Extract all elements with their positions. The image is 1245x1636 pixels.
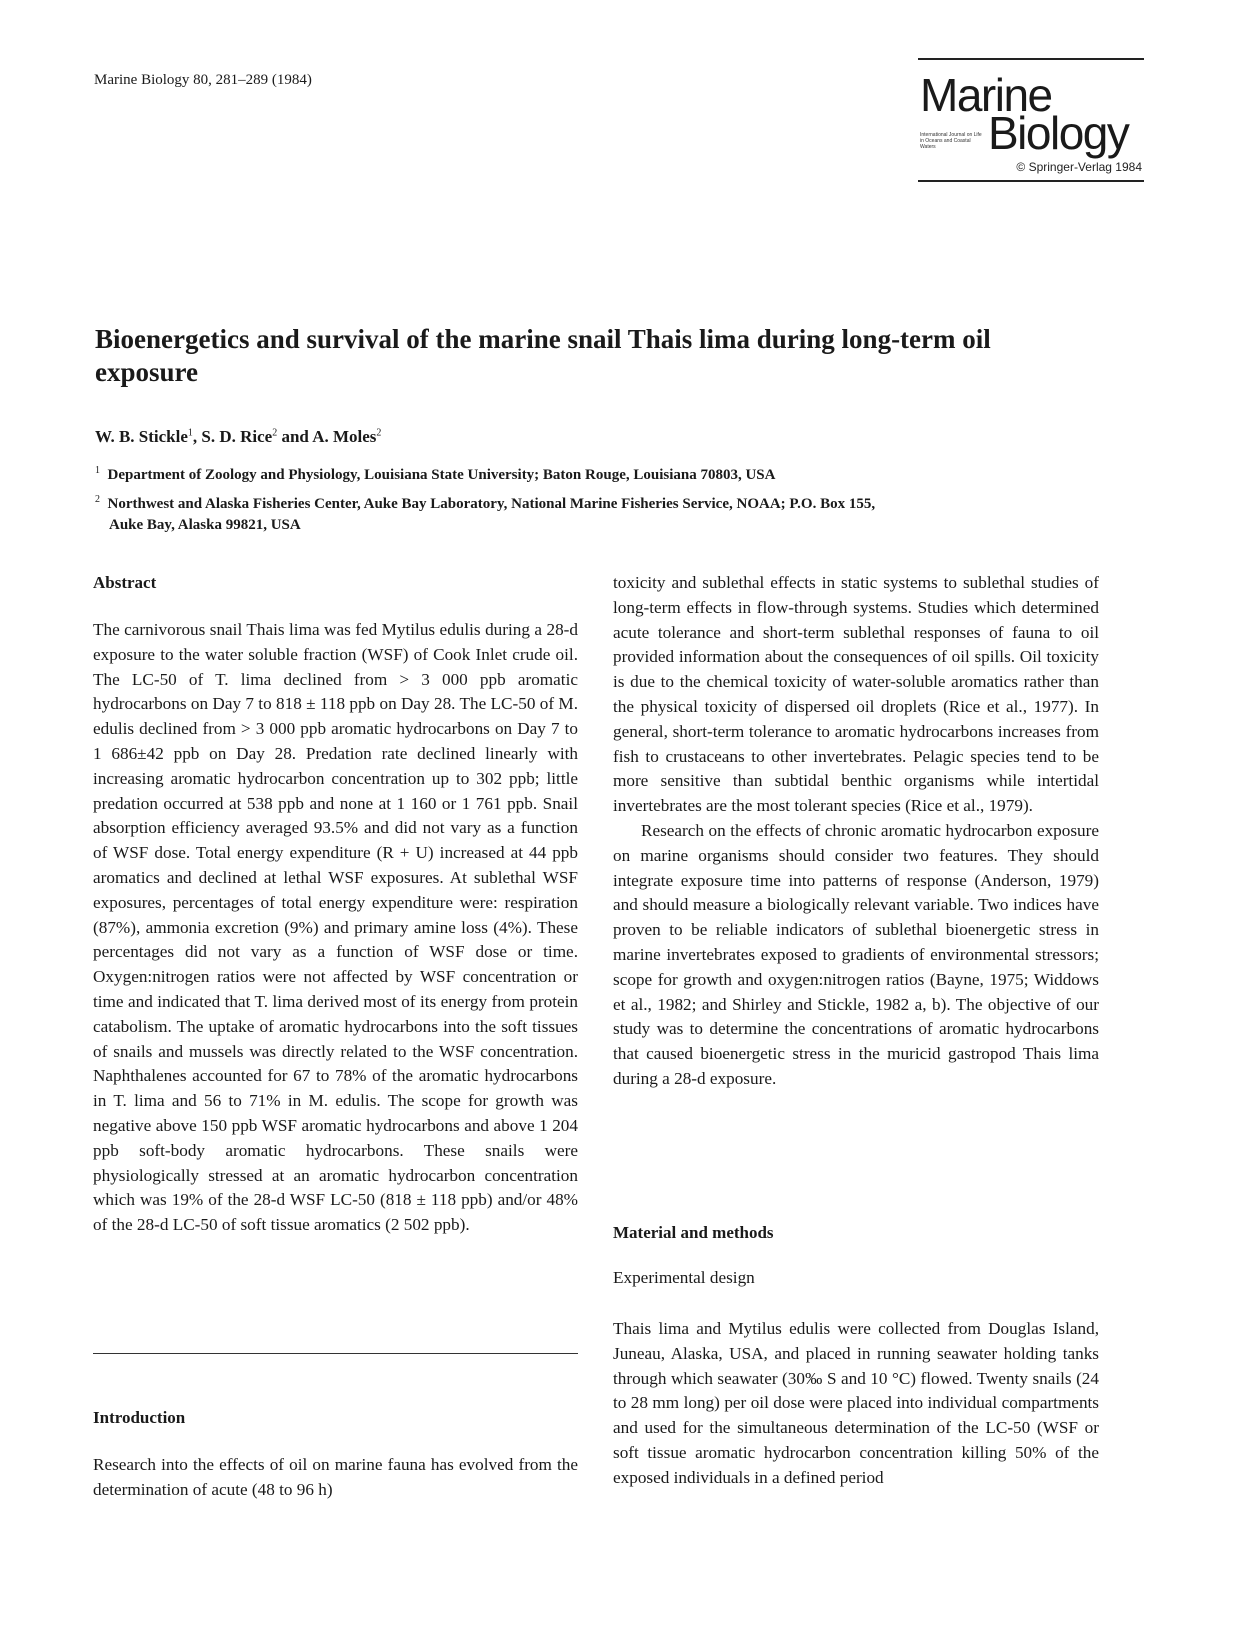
author-separator: and — [277, 427, 313, 446]
abstract-text: The carnivorous snail Thais lima was fed Mytilus edulis during a 28-d exposure to the water soluble fraction (WSF) of Cook Inlet crude oil. The LC-50 of T. lima declined from > 3 000 ppb aromatic hydrocarbons on Day 7 to 818 ± 118 ppb on Day 28. The LC-50 of M. edulis declined from > 3 000 ppb aromatic hydrocarbons on Day 7 to 1 686±42 ppb on Day 28. Predation rate declined linearly with increasing aromatic hydrocarbon concentration up to 302 ppb; little predation occurred at 538 ppb and none at 1 160 or 1 761 ppb. Snail absorption efficiency averaged 93.5% and did not vary as a function of WSF dose. Total energy expenditure (R + U) increased at 44 ppb aromatics and declined at lethal WSF exposures. At sublethal WSF exposures, percentages of total energy expenditure were: respiration (87%), ammonia excretion (9%) and primary amine loss (4%). These percentages did not vary as a function of WSF dose or time. Oxygen:nitrogen ratios were not affected by WSF concentration or time and indicated that T. lima derived most of its energy from protein catabolism. The uptake of aromatic hydrocarbons into the soft tissues of snails and mussels was directly related to the WSF concentration. Naphthalenes accounted for 67 to 78% of the aromatic hydrocarbons in T. lima and 56 to 71% in M. edulis. The scope for growth was negative above 150 ppb WSF aromatic hydrocarbons and above 1 204 ppb soft-body aromatic hydrocarbons. These snails were physiologically stressed at an aromatic hydrocarbon concentration which was 19% of the 28-d WSF LC-50 (818 ± 118 ppb) and/or 48% of the 28-d LC-50 of soft tissue aromatics (2 502 ppb). — [93, 620, 578, 1235]
affiliation-2-number: 2 — [95, 494, 100, 505]
author-1: W. B. Stickle — [95, 427, 188, 446]
affiliation-1-number: 1 — [95, 465, 100, 476]
methods-heading: Material and methods — [613, 1223, 774, 1242]
author-2-affil: 2 — [272, 427, 278, 439]
methods-p1: Thais lima and Mytilus edulis were collected from Douglas Island, Juneau, Alaska, USA, and placed in running seawater holding tanks through which seawater (30‰ S and 10 °C) flowed. Twenty snails (24 to 28 mm long) per oil dose were placed into individual compartments and used for the simultaneous determination of the LC-50 (WSF or soft tissue aromatic hydrocarbon concentration killing 50% of the exposed individuals in a defined period — [613, 1319, 1099, 1487]
author-3-affil: 2 — [376, 427, 382, 439]
introduction-heading: Introduction — [93, 1408, 186, 1427]
logo-marine: Marine — [920, 69, 1052, 121]
introduction-p2: Research on the effects of chronic aromatic hydrocarbon exposure on marine organisms should consider two features. They should integrate exposure time into patterns of response (Anderson, 1979) and should measure a biologically relevant variable. Two indices have proven to be reliable indicators of sublethal bioenergetic stress in marine invertebrates exposed to gradients of environmental stressors; scope for growth and oxygen:nitrogen ratios (Bayne, 1975; Widdows et al., 1982; and Shirley and Stickle, 1982 a, b). The objective of our study was to determine the concentrations of aromatic hydrocarbons that caused bioenergetic stress in the muricid gastropod Thais lima during a 28-d exposure. — [613, 820, 1099, 1088]
logo-biology: Biology — [988, 107, 1129, 159]
introduction-p1-start: Research into the effects of oil on marine fauna has evolved from the determination of acute (48 to 96 h) — [93, 1455, 578, 1499]
introduction-right — [613, 571, 1099, 1092]
affiliation-1-text: Department of Zoology and Physiology, Louisiana State University; Baton Rouge, Louisiana 70803, USA — [107, 467, 776, 483]
methods-subheading: Experimental design — [613, 1268, 755, 1287]
abstract-divider — [93, 1353, 578, 1354]
journal-reference: Marine Biology 80, 281–289 (1984) — [94, 72, 312, 88]
logo-bottom-rule — [918, 180, 1144, 182]
affiliation-2-text: Northwest and Alaska Fisheries Center, Auke Bay Laboratory, National Marine Fisheries Service, NOAA; P.O. Box 155, Auke Bay, Alaska 99821, USA — [107, 496, 876, 533]
author-2: S. D. Rice — [201, 427, 273, 446]
copyright: © Springer-Verlag 1984 — [1016, 160, 1142, 174]
affiliation-1 — [95, 460, 925, 486]
abstract-heading: Abstract — [93, 573, 157, 592]
introduction-left — [93, 1453, 578, 1503]
logo-top-rule — [918, 58, 1144, 60]
affiliation-2 — [95, 489, 909, 536]
author-1-affil: 1 — [187, 427, 193, 439]
author-3: A. Moles — [312, 427, 377, 446]
article-title: Bioenergetics and survival of the marine snail Thais lima during long-term oil exposure — [95, 324, 991, 387]
abstract-body — [93, 618, 578, 1238]
methods-body — [613, 1317, 1099, 1491]
introduction-p1-cont: toxicity and sublethal effects in static systems to sublethal studies of long-term effects in flow-through systems. Studies which determined acute tolerance and short-term sublethal responses of fauna to oil provided information about the consequences of oil spills. Oil toxicity is due to the chemical toxicity of water-soluble aromatics rather than the physical toxicity of dispersed oil droplets (Rice et al., 1977). In general, short-term tolerance to aromatic hydrocarbons increases from fish to crustaceans to other invertebrates. Pelagic species tend to be more sensitive than subtidal benthic organisms while intertidal invertebrates are the most tolerant species (Rice et al., 1979). — [613, 573, 1099, 816]
journal-logo — [918, 58, 1144, 188]
author-list — [95, 427, 381, 447]
author-separator: , — [192, 427, 202, 446]
logo-tagline: International Journal on Life in Oceans and Coastal Waters — [920, 132, 982, 150]
